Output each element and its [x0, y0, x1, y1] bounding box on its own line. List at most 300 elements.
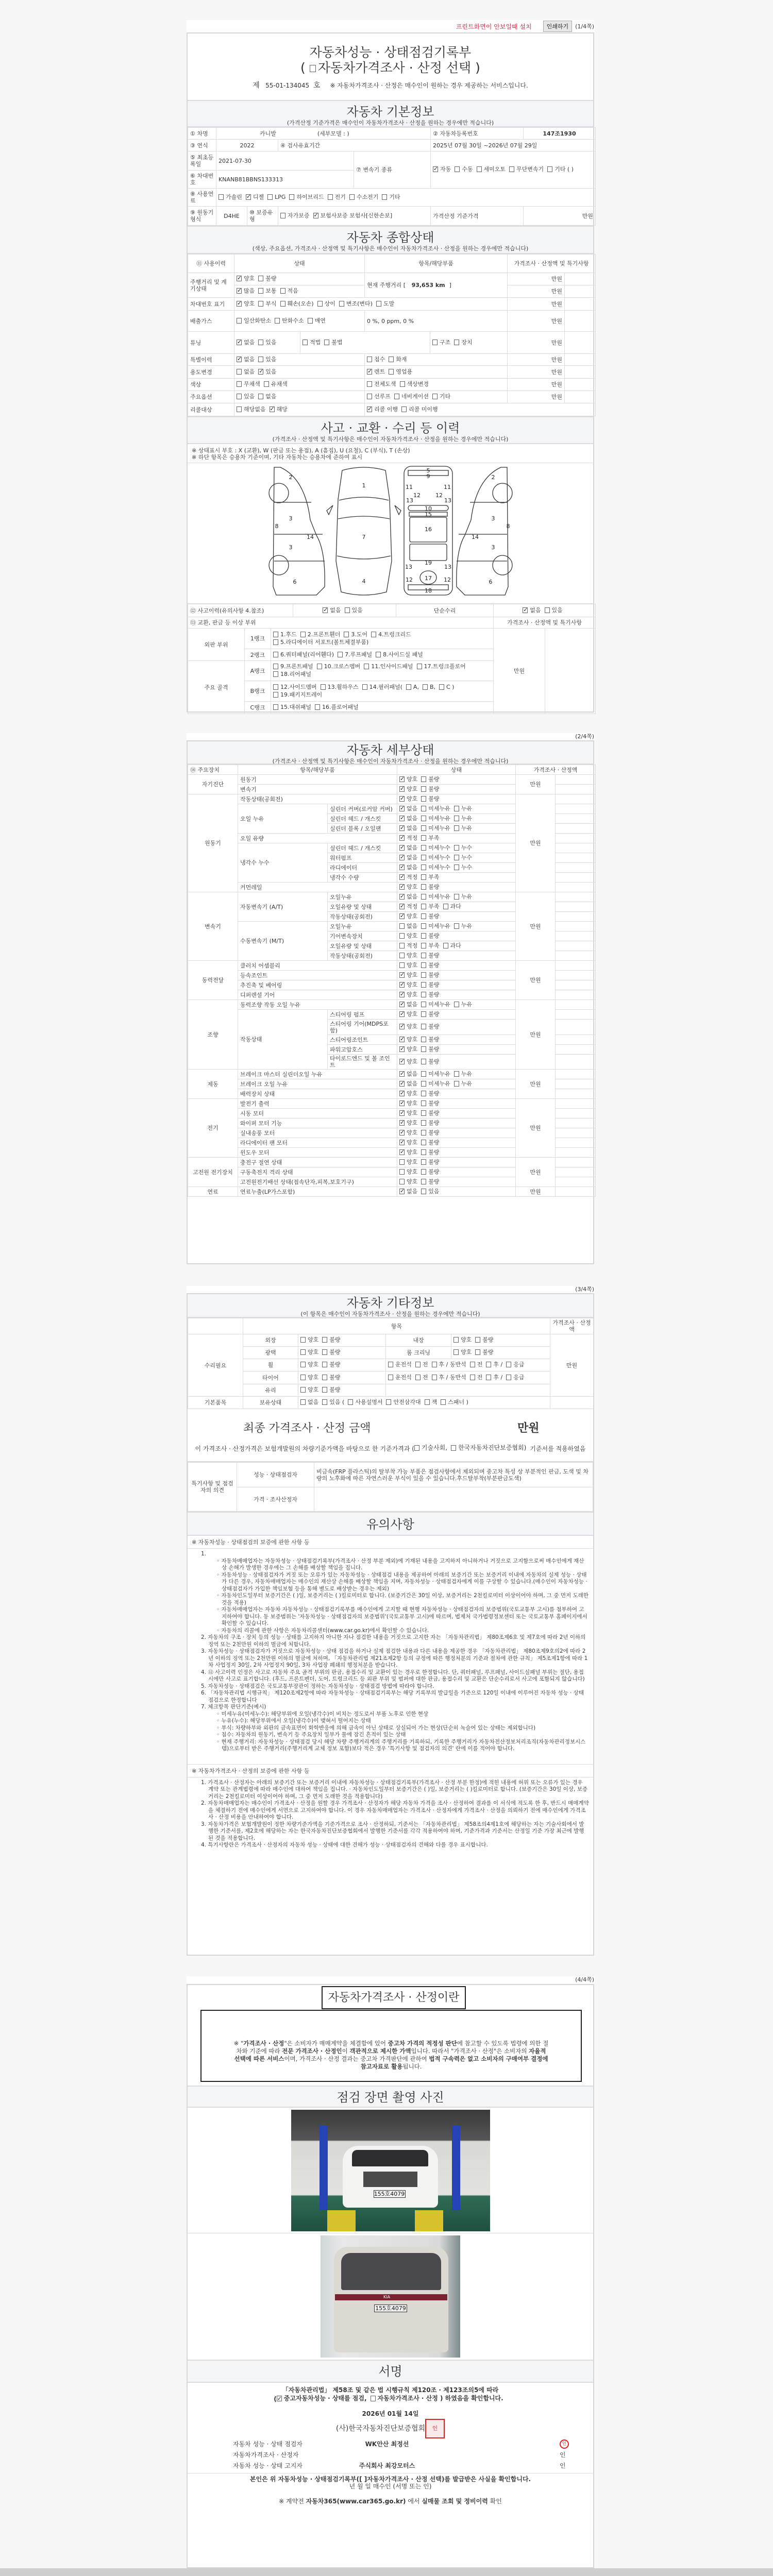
checkbox-option[interactable] — [280, 287, 298, 294]
checkbox[interactable] — [421, 845, 426, 851]
checkbox-option[interactable] — [382, 194, 400, 200]
checkbox-option[interactable] — [421, 1090, 439, 1097]
checkbox-option[interactable] — [421, 776, 439, 783]
checkbox-option[interactable] — [399, 1149, 417, 1156]
checkbox[interactable] — [421, 1002, 426, 1007]
checkbox[interactable] — [345, 607, 350, 613]
checkbox-option[interactable] — [425, 1399, 438, 1405]
checkbox[interactable] — [237, 406, 242, 412]
checkbox[interactable] — [421, 1120, 426, 1126]
checkbox[interactable] — [237, 276, 242, 281]
checkbox[interactable] — [399, 1037, 405, 1042]
checkbox[interactable] — [382, 194, 387, 200]
checkbox-option[interactable] — [237, 275, 255, 282]
checkbox[interactable] — [421, 923, 426, 929]
checkbox[interactable] — [399, 894, 405, 900]
checkbox[interactable] — [421, 865, 426, 870]
checkbox-option[interactable] — [273, 651, 334, 658]
checkbox-option[interactable] — [421, 1159, 439, 1165]
checkbox[interactable] — [399, 1189, 405, 1194]
checkbox[interactable] — [432, 1362, 437, 1367]
checkbox-option[interactable] — [399, 1120, 417, 1126]
checkbox-option[interactable] — [389, 368, 412, 375]
checkbox-option[interactable] — [432, 339, 450, 346]
checkbox[interactable] — [258, 288, 263, 294]
checkbox-option[interactable] — [421, 1001, 450, 1008]
checkbox-option[interactable] — [399, 835, 417, 841]
checkbox[interactable] — [399, 1071, 405, 1077]
checkbox-option[interactable] — [423, 684, 435, 690]
checkbox-option[interactable] — [432, 1374, 466, 1381]
checkbox-option[interactable] — [289, 194, 324, 200]
checkbox[interactable] — [399, 1149, 405, 1155]
checkbox-option[interactable] — [237, 356, 255, 363]
checkbox-option[interactable] — [322, 1361, 340, 1368]
checkbox[interactable] — [289, 194, 294, 200]
checkbox[interactable] — [267, 194, 273, 200]
checkbox[interactable] — [388, 1362, 393, 1367]
checkbox[interactable] — [313, 213, 318, 218]
checkbox[interactable] — [258, 394, 263, 399]
checkbox-option[interactable] — [399, 1090, 417, 1097]
checkbox[interactable] — [399, 923, 405, 929]
checkbox-option[interactable] — [258, 300, 276, 307]
checkbox[interactable] — [273, 684, 278, 690]
checkbox[interactable] — [421, 1024, 426, 1029]
checkbox[interactable] — [399, 786, 405, 792]
checkbox-option[interactable] — [477, 166, 506, 173]
checkbox[interactable] — [371, 632, 376, 637]
checkbox[interactable] — [421, 953, 426, 958]
checkbox[interactable] — [441, 1399, 446, 1405]
checkbox-option[interactable] — [454, 805, 472, 812]
checkbox-option[interactable] — [399, 1046, 417, 1053]
checkbox[interactable] — [421, 972, 426, 978]
checkbox[interactable] — [399, 884, 405, 890]
checkbox[interactable] — [322, 1349, 327, 1355]
checkbox-option[interactable] — [454, 1001, 472, 1008]
checkbox[interactable] — [421, 1130, 426, 1136]
checkbox-option[interactable] — [237, 368, 255, 375]
checkbox-option[interactable] — [219, 194, 242, 200]
checkbox-option[interactable] — [421, 815, 450, 822]
checkbox-option[interactable] — [453, 1349, 472, 1355]
checkbox-option[interactable] — [421, 864, 450, 871]
checkbox[interactable] — [432, 1375, 437, 1380]
checkbox[interactable] — [399, 913, 405, 919]
checkbox-option[interactable] — [313, 212, 393, 219]
checkbox-option[interactable] — [322, 1349, 340, 1355]
checkbox[interactable] — [386, 1399, 391, 1405]
checkbox[interactable] — [303, 340, 308, 345]
checkbox-option[interactable] — [399, 786, 417, 792]
checkbox[interactable] — [389, 357, 394, 362]
checkbox-option[interactable] — [386, 1399, 421, 1405]
checkbox-option[interactable] — [545, 607, 563, 614]
checkbox[interactable] — [367, 406, 372, 412]
checkbox[interactable] — [308, 318, 313, 324]
checkbox[interactable] — [421, 1071, 426, 1077]
checkbox[interactable] — [506, 1362, 511, 1367]
checkbox-option[interactable] — [421, 972, 439, 978]
checkbox[interactable] — [432, 394, 438, 399]
checkbox-option[interactable] — [421, 991, 439, 998]
checkbox-option[interactable] — [371, 631, 411, 638]
checkbox-option[interactable] — [454, 1080, 472, 1087]
checkbox[interactable] — [322, 1362, 327, 1367]
checkbox-option[interactable] — [523, 607, 541, 614]
checkbox-option[interactable] — [399, 1159, 417, 1165]
checkbox[interactable] — [322, 1399, 327, 1405]
checkbox-option[interactable] — [237, 381, 260, 387]
checkbox[interactable] — [300, 1349, 306, 1355]
checkbox[interactable] — [470, 1375, 475, 1380]
checkbox-option[interactable] — [506, 1374, 524, 1381]
checkbox-option[interactable] — [454, 825, 472, 832]
checkbox-option[interactable] — [367, 381, 396, 387]
checkbox-option[interactable] — [454, 339, 472, 346]
checkbox-option[interactable] — [399, 874, 417, 880]
checkbox[interactable] — [421, 1110, 426, 1116]
checkbox-option[interactable] — [421, 825, 450, 832]
print-button[interactable]: 인쇄하기 — [543, 21, 573, 32]
checkbox[interactable] — [258, 357, 263, 362]
checkbox[interactable] — [454, 1002, 459, 1007]
checkbox[interactable] — [421, 943, 426, 948]
checkbox[interactable] — [323, 607, 328, 613]
checkbox-option[interactable] — [475, 1336, 493, 1343]
checkbox[interactable] — [317, 301, 323, 307]
checkbox[interactable] — [399, 1091, 405, 1096]
checkbox-option[interactable] — [399, 1011, 417, 1018]
checkbox-option[interactable] — [439, 684, 454, 690]
checkbox[interactable] — [273, 652, 278, 657]
checkbox-option[interactable] — [399, 884, 417, 890]
checkbox-option[interactable] — [399, 1110, 417, 1116]
checkbox-option[interactable] — [421, 1036, 439, 1043]
checkbox[interactable] — [237, 394, 242, 399]
checkbox-option[interactable] — [421, 1080, 450, 1087]
checkbox[interactable] — [454, 816, 459, 821]
checkbox[interactable] — [338, 652, 343, 657]
checkbox-option[interactable] — [270, 406, 288, 413]
checkbox-option[interactable] — [376, 300, 394, 307]
checkbox[interactable] — [421, 913, 426, 919]
checkbox[interactable] — [406, 684, 411, 690]
checkbox[interactable] — [399, 1024, 405, 1029]
checkbox[interactable] — [421, 1179, 426, 1184]
checkbox[interactable] — [421, 776, 426, 782]
checkbox-option[interactable] — [421, 1129, 439, 1136]
checkbox[interactable] — [399, 1100, 405, 1106]
checkbox[interactable] — [454, 1081, 459, 1087]
checkbox-option[interactable] — [300, 1349, 318, 1355]
checkbox[interactable] — [421, 933, 426, 939]
checkbox-option[interactable] — [470, 1374, 483, 1381]
checkbox-option[interactable] — [322, 1336, 340, 1343]
checkbox-option[interactable] — [277, 2394, 367, 2402]
checkbox-option[interactable] — [273, 631, 297, 638]
checkbox[interactable] — [399, 1140, 405, 1145]
checkbox-option[interactable] — [264, 381, 288, 387]
checkbox-option[interactable] — [367, 393, 391, 400]
checkbox-option[interactable] — [376, 651, 423, 658]
checkbox-option[interactable] — [421, 952, 439, 959]
checkbox[interactable] — [421, 1011, 426, 1017]
checkbox[interactable] — [300, 632, 306, 637]
checkbox-option[interactable] — [421, 1120, 439, 1126]
checkbox[interactable] — [421, 1140, 426, 1145]
checkbox-option[interactable] — [399, 854, 417, 861]
checkbox-option[interactable] — [364, 663, 413, 670]
checkbox[interactable] — [399, 972, 405, 978]
checkbox[interactable] — [273, 639, 278, 645]
checkbox-option[interactable] — [303, 339, 321, 346]
checkbox[interactable] — [414, 1445, 419, 1451]
checkbox-option[interactable] — [421, 1149, 439, 1156]
checkbox-option[interactable] — [258, 368, 276, 375]
checkbox[interactable] — [339, 301, 344, 307]
checkbox-option[interactable] — [421, 1188, 439, 1195]
checkbox[interactable] — [219, 194, 224, 200]
checkbox-option[interactable] — [415, 1361, 428, 1368]
checkbox-option[interactable] — [322, 1374, 340, 1381]
checkbox[interactable] — [264, 381, 269, 387]
checkbox[interactable] — [454, 923, 459, 929]
checkbox-option[interactable] — [547, 166, 574, 173]
checkbox-option[interactable] — [475, 1349, 493, 1355]
checkbox[interactable] — [470, 1362, 475, 1367]
checkbox[interactable] — [421, 806, 426, 811]
checkbox[interactable] — [399, 835, 405, 841]
checkbox-option[interactable] — [451, 1444, 526, 1452]
checkbox[interactable] — [421, 1149, 426, 1155]
checkbox[interactable] — [421, 1059, 426, 1064]
checkbox-option[interactable] — [237, 317, 271, 324]
checkbox[interactable] — [273, 671, 278, 677]
checkbox-option[interactable] — [454, 864, 472, 871]
checkbox-option[interactable] — [399, 1129, 417, 1136]
checkbox-option[interactable] — [421, 786, 439, 792]
checkbox-option[interactable] — [454, 844, 472, 851]
checkbox[interactable] — [258, 276, 263, 281]
checkbox[interactable] — [399, 992, 405, 997]
checkbox-option[interactable] — [399, 1080, 417, 1087]
checkbox-option[interactable] — [399, 952, 417, 959]
checkbox-option[interactable] — [237, 393, 255, 400]
checkbox-option[interactable] — [267, 194, 285, 200]
checkbox-option[interactable] — [399, 1188, 417, 1195]
checkbox[interactable] — [344, 632, 349, 637]
checkbox-option[interactable] — [273, 684, 317, 690]
checkbox[interactable] — [399, 845, 405, 851]
checkbox[interactable] — [399, 776, 405, 782]
checkbox[interactable] — [328, 194, 333, 200]
checkbox-option[interactable] — [258, 356, 276, 363]
checkbox[interactable] — [454, 340, 459, 345]
checkbox[interactable] — [399, 962, 405, 968]
checkbox[interactable] — [237, 301, 242, 307]
install-warning-link[interactable]: 프린트화면이 안보일때 설치 — [456, 23, 532, 30]
checkbox[interactable] — [399, 933, 405, 939]
checkbox[interactable] — [453, 1337, 459, 1343]
checkbox[interactable] — [454, 1071, 459, 1077]
checkbox[interactable] — [315, 704, 320, 710]
checkbox-option[interactable] — [421, 805, 450, 812]
checkbox-option[interactable] — [421, 884, 439, 890]
checkbox[interactable] — [421, 1159, 426, 1165]
checkbox[interactable] — [399, 1120, 405, 1126]
checkbox-option[interactable] — [273, 663, 313, 670]
checkbox[interactable] — [367, 369, 372, 375]
checkbox[interactable] — [399, 825, 405, 831]
checkbox-option[interactable] — [280, 212, 310, 219]
checkbox[interactable] — [237, 357, 242, 362]
checkbox-option[interactable] — [443, 903, 461, 910]
checkbox[interactable] — [399, 982, 405, 988]
checkbox[interactable] — [421, 904, 426, 909]
checkbox[interactable] — [237, 288, 242, 294]
checkbox-option[interactable] — [399, 1071, 417, 1077]
checkbox[interactable] — [280, 301, 285, 307]
checkbox[interactable] — [415, 1362, 421, 1367]
checkbox[interactable] — [421, 1037, 426, 1042]
checkbox-option[interactable] — [441, 1399, 468, 1405]
checkbox[interactable] — [399, 874, 405, 880]
checkbox-option[interactable] — [399, 1023, 417, 1030]
checkbox-option[interactable] — [315, 704, 359, 710]
checkbox[interactable] — [300, 1387, 306, 1393]
checkbox[interactable] — [399, 1081, 405, 1087]
checkbox[interactable] — [455, 166, 460, 172]
appraisal-select-checkbox[interactable] — [310, 65, 316, 72]
checkbox[interactable] — [454, 806, 459, 811]
checkbox-option[interactable] — [339, 300, 373, 307]
checkbox[interactable] — [399, 1046, 405, 1052]
checkbox-option[interactable] — [399, 864, 417, 871]
checkbox[interactable] — [421, 982, 426, 988]
checkbox[interactable] — [509, 166, 514, 172]
checkbox[interactable] — [399, 904, 405, 909]
checkbox[interactable] — [453, 1349, 459, 1355]
checkbox-option[interactable] — [421, 795, 439, 802]
checkbox-option[interactable] — [399, 933, 417, 939]
checkbox[interactable] — [237, 369, 242, 375]
checkbox-option[interactable] — [399, 991, 417, 998]
checkbox-option[interactable] — [406, 684, 419, 690]
checkbox[interactable] — [367, 381, 372, 387]
checkbox-option[interactable] — [362, 684, 402, 690]
checkbox[interactable] — [399, 855, 405, 860]
checkbox[interactable] — [475, 1337, 480, 1343]
checkbox[interactable] — [321, 684, 326, 690]
checkbox[interactable] — [547, 166, 552, 172]
checkbox[interactable] — [486, 1362, 491, 1367]
checkbox-option[interactable] — [273, 639, 368, 646]
checkbox[interactable] — [399, 1002, 405, 1007]
checkbox-option[interactable] — [300, 631, 341, 638]
checkbox-option[interactable] — [399, 805, 417, 812]
checkbox-option[interactable] — [454, 923, 472, 929]
checkbox-option[interactable] — [300, 1361, 318, 1368]
checkbox-option[interactable] — [399, 903, 417, 910]
checkbox[interactable] — [300, 1362, 306, 1367]
checkbox-option[interactable] — [399, 942, 417, 949]
checkbox-option[interactable] — [399, 1100, 417, 1107]
checkbox[interactable] — [348, 1399, 353, 1405]
checkbox[interactable] — [421, 1091, 426, 1096]
checkbox-option[interactable] — [258, 393, 276, 400]
checkbox-option[interactable] — [388, 1374, 412, 1381]
checkbox[interactable] — [300, 1375, 306, 1380]
checkbox[interactable] — [371, 2396, 376, 2401]
checkbox-option[interactable] — [388, 1361, 412, 1368]
checkbox-option[interactable] — [421, 1011, 439, 1018]
checkbox-option[interactable] — [367, 368, 385, 375]
checkbox-option[interactable] — [421, 962, 439, 969]
checkbox[interactable] — [421, 855, 426, 860]
checkbox[interactable] — [300, 1399, 306, 1405]
checkbox-option[interactable] — [421, 1071, 450, 1077]
checkbox-option[interactable] — [454, 1071, 472, 1077]
checkbox[interactable] — [415, 1375, 421, 1380]
checkbox-option[interactable] — [399, 913, 417, 920]
checkbox-option[interactable] — [421, 913, 439, 920]
checkbox[interactable] — [454, 845, 459, 851]
checkbox[interactable] — [364, 664, 369, 669]
checkbox[interactable] — [399, 816, 405, 821]
checkbox-option[interactable] — [399, 1168, 417, 1175]
checkbox[interactable] — [399, 1011, 405, 1017]
checkbox[interactable] — [394, 394, 399, 399]
checkbox-option[interactable] — [280, 300, 314, 307]
checkbox[interactable] — [443, 943, 448, 948]
checkbox[interactable] — [389, 369, 394, 375]
checkbox[interactable] — [432, 340, 438, 345]
checkbox-option[interactable] — [300, 1386, 318, 1393]
checkbox[interactable] — [399, 1179, 405, 1184]
checkbox[interactable] — [399, 1169, 405, 1175]
checkbox-option[interactable] — [394, 393, 429, 400]
checkbox-option[interactable] — [237, 406, 266, 413]
checkbox-option[interactable] — [273, 671, 311, 677]
checkbox[interactable] — [322, 1337, 327, 1343]
checkbox-option[interactable] — [300, 1399, 318, 1405]
checkbox-option[interactable] — [399, 815, 417, 822]
checkbox[interactable] — [454, 855, 459, 860]
checkbox-option[interactable] — [470, 1361, 483, 1368]
checkbox-option[interactable] — [432, 393, 450, 400]
checkbox[interactable] — [423, 684, 428, 690]
checkbox[interactable] — [399, 806, 405, 811]
checkbox-option[interactable] — [275, 317, 304, 324]
checkbox[interactable] — [273, 692, 278, 698]
checkbox[interactable] — [349, 194, 355, 200]
checkbox-option[interactable] — [417, 663, 466, 670]
checkbox[interactable] — [273, 632, 278, 637]
checkbox[interactable] — [324, 340, 329, 345]
checkbox[interactable] — [258, 369, 263, 375]
checkbox-option[interactable] — [322, 1399, 344, 1405]
checkbox[interactable] — [421, 825, 426, 831]
checkbox-option[interactable] — [399, 1139, 417, 1146]
checkbox-option[interactable] — [399, 844, 417, 851]
checkbox-option[interactable] — [432, 1361, 466, 1368]
checkbox[interactable] — [454, 865, 459, 870]
checkbox-option[interactable] — [443, 942, 461, 949]
checkbox[interactable] — [421, 884, 426, 890]
checkbox-option[interactable] — [433, 166, 451, 173]
